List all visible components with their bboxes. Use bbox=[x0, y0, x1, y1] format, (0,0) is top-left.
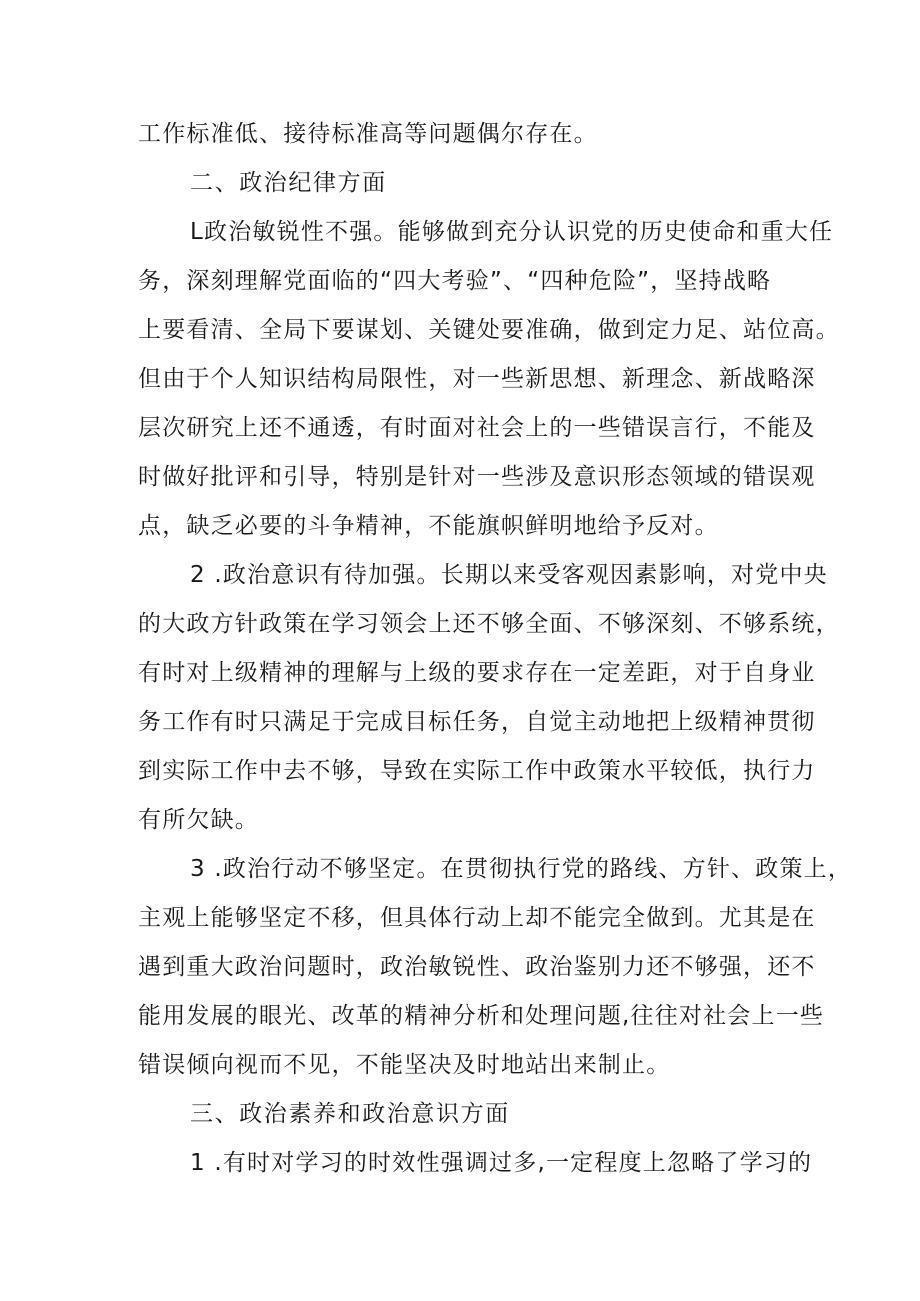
paragraph-line: 务工作有时只满足于完成目标任务，自觉主动地把上级精神贯彻 bbox=[138, 709, 816, 735]
paragraph-line: 能用发展的眼光、改革的精神分析和处理问题,往往对社会上一些 bbox=[138, 1003, 825, 1029]
paragraph-line: 错误倾向视而不见，不能坚决及时地站出来制止。 bbox=[138, 1052, 671, 1078]
paragraph-line: 时做好批评和引导，特别是针对一些涉及意识形态领域的错误观 bbox=[138, 464, 816, 490]
section-heading-political-literacy: 三、政治素养和政治意识方面 bbox=[190, 1101, 510, 1127]
paragraph-line: 3 .政治行动不够坚定。在贯彻执行党的路线、方针、政策上， bbox=[190, 856, 853, 882]
paragraph-line: 2 .政治意识有待加强。长期以来受客观因素影响，对党中央 bbox=[190, 562, 828, 588]
paragraph-line: 的大政方针政策在学习领会上还不够全面、不够深刻、不够系统， bbox=[138, 611, 840, 637]
paragraph-line: L政治敏锐性不强。能够做到充分认识党的历史使命和重大任 bbox=[190, 219, 834, 245]
paragraph-line: 务，深刻理解党面临的“四大考验”、“四种危险”，坚持战略 bbox=[138, 268, 772, 294]
paragraph-line: 点，缺乏必要的斗争精神，不能旗帜鲜明地给予反对。 bbox=[138, 513, 719, 539]
paragraph-line: 但由于个人知识结构局限性，对一些新思想、新理念、新战略深 bbox=[138, 366, 816, 392]
paragraph-line: 有时对上级精神的理解与上级的要求存在一定差距，对于自身业 bbox=[138, 660, 816, 686]
paragraph-line: 有所欠缺。 bbox=[138, 807, 259, 833]
paragraph-line: 到实际工作中去不够，导致在实际工作中政策水平较低，执行力 bbox=[138, 758, 816, 784]
section-heading-political-discipline: 二、政治纪律方面 bbox=[190, 170, 387, 196]
paragraph-line: 主观上能够坚定不移，但具体行动上却不能完全做到。尤其是在 bbox=[138, 905, 816, 931]
paragraph-line: 层次研究上还不通透，有时面对社会上的一些错误言行，不能及 bbox=[138, 415, 816, 441]
paragraph-line: 上要看清、全局下要谋划、关键处要准确，做到定力足、站位高。 bbox=[138, 317, 840, 343]
paragraph-line: 1 .有时对学习的时效性强调过多,一定程度上忽略了学习的 bbox=[190, 1150, 813, 1176]
paragraph-line: 工作标准低、接待标准高等问题偶尔存在。 bbox=[138, 121, 598, 147]
paragraph-line: 遇到重大政治问题时，政治敏锐性、政治鉴别力还不够强，还不 bbox=[138, 954, 816, 980]
